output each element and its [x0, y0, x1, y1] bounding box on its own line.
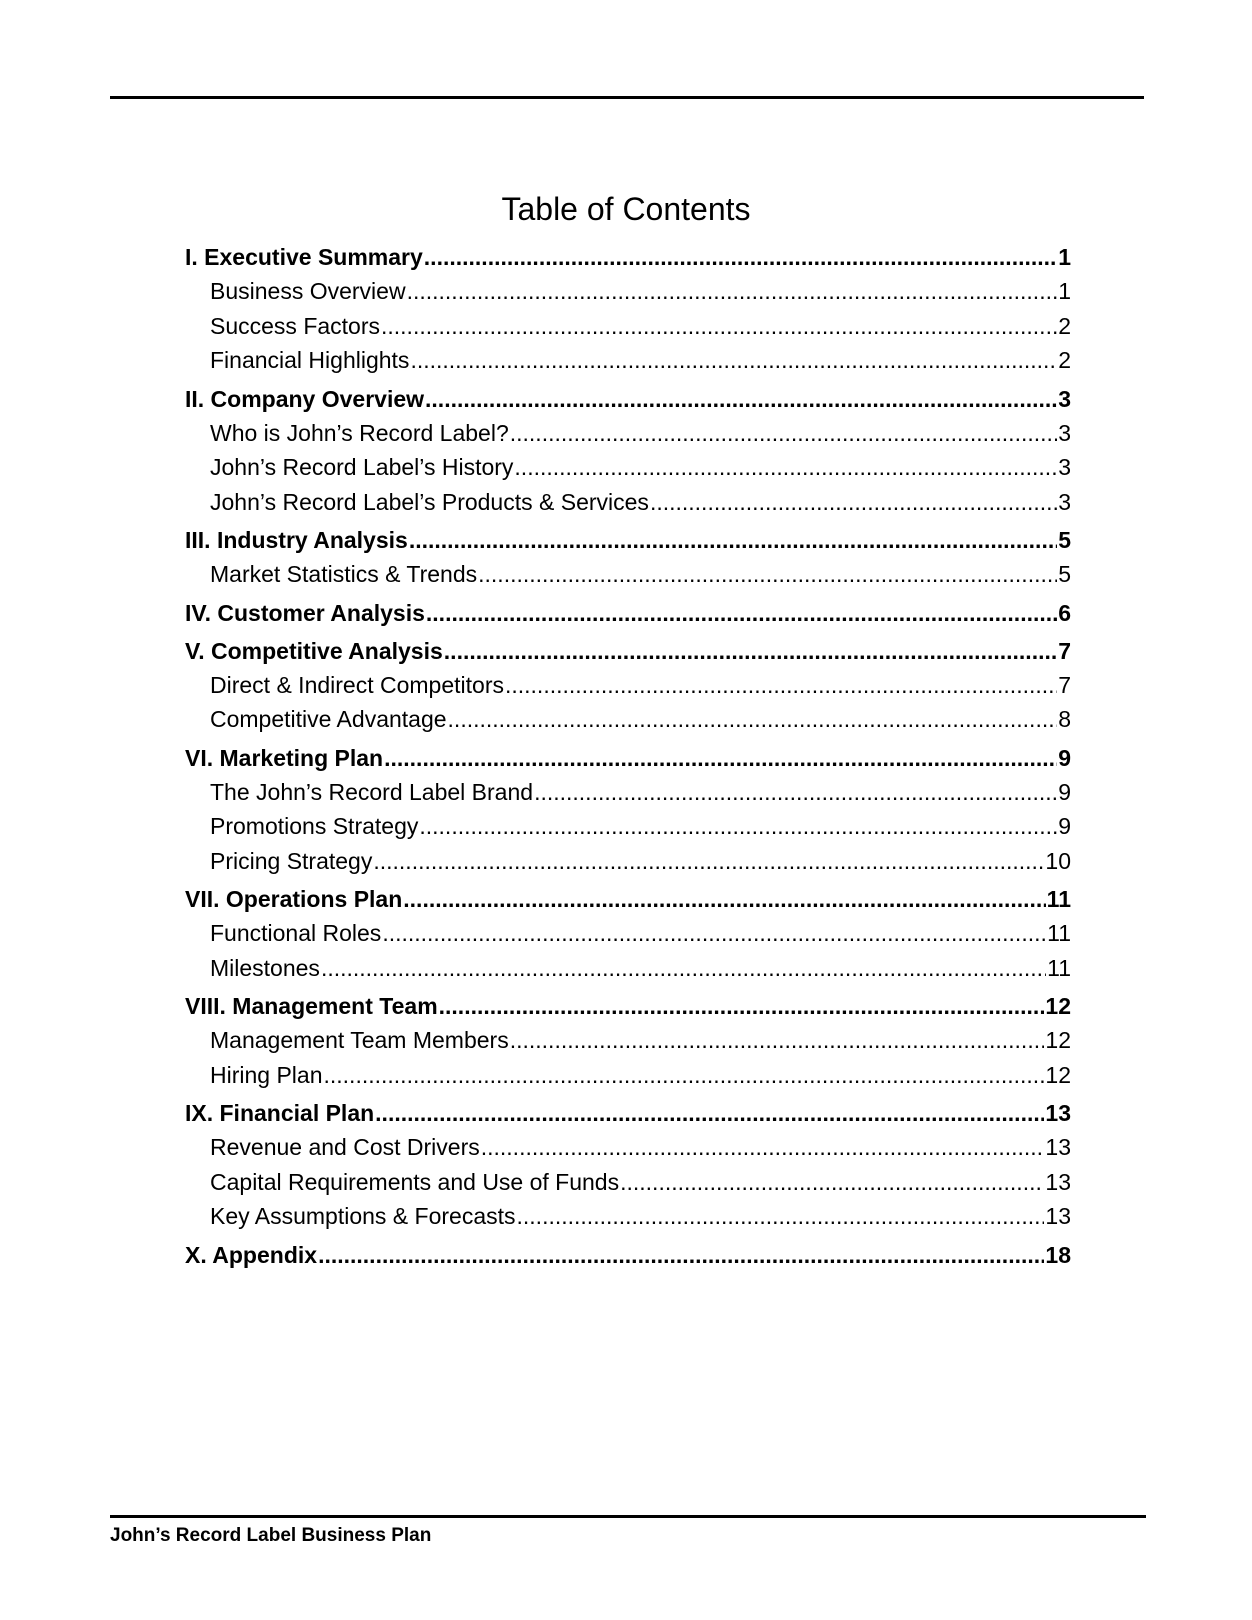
toc-section-entry[interactable]	[185, 596, 1071, 630]
toc-entry-label: Competitive Advantage	[210, 706, 447, 732]
toc-dot-leader	[382, 916, 1046, 951]
toc-dot-leader	[410, 343, 1057, 378]
toc-entry-page-number: 7	[1058, 671, 1071, 698]
toc-dot-leader	[510, 416, 1057, 451]
toc-entry-label: Management Team Members	[210, 1027, 509, 1053]
toc-dot-leader	[424, 240, 1057, 274]
toc-dot-leader	[373, 844, 1044, 879]
toc-entry-label: Milestones	[210, 954, 320, 981]
toc-entry-page-number: 11	[1047, 920, 1071, 946]
toc-entry-label: John’s Record Label’s Products & Services	[210, 488, 649, 515]
toc-entry-label: I. Executive Summary	[185, 244, 423, 270]
toc-section-entry[interactable]	[185, 382, 1071, 416]
toc-dot-leader	[478, 557, 1057, 592]
toc-entry-page-number: 2	[1058, 347, 1071, 373]
toc-subsection-entry[interactable]	[185, 557, 1071, 592]
toc-entry-page-number: 3	[1058, 454, 1071, 480]
toc-dot-leader	[426, 596, 1057, 630]
toc-dot-leader	[481, 1130, 1045, 1165]
toc-section-entry[interactable]	[185, 240, 1071, 274]
toc-subsection-entry[interactable]	[185, 916, 1071, 951]
toc-entry-page-number: 9	[1058, 744, 1071, 771]
toc-dot-leader	[384, 741, 1057, 775]
toc-subsection-entry[interactable]	[185, 1058, 1071, 1093]
toc-dot-leader	[409, 523, 1057, 557]
toc-entry-page-number: 5	[1058, 527, 1071, 553]
toc-dot-leader	[318, 1238, 1044, 1272]
header-rule	[110, 96, 1144, 99]
toc-subsection-entry[interactable]	[185, 951, 1071, 986]
toc-entry-page-number: 3	[1058, 488, 1071, 515]
toc-entry-page-number: 12	[1045, 1061, 1071, 1088]
toc-dot-leader	[650, 485, 1057, 520]
toc-entry-label: Revenue and Cost Drivers	[210, 1134, 480, 1160]
toc-entry-page-number: 13	[1045, 1134, 1071, 1160]
toc-subsection-entry[interactable]	[185, 1199, 1071, 1234]
toc-subsection-entry[interactable]	[185, 485, 1071, 520]
toc-entry-label: Direct & Indirect Competitors	[210, 671, 504, 698]
toc-entry-page-number: 11	[1046, 886, 1071, 912]
toc-dot-leader	[425, 382, 1057, 416]
toc-section-entry[interactable]	[185, 882, 1071, 916]
toc-subsection-entry[interactable]	[185, 844, 1071, 879]
toc-entry-page-number: 5	[1058, 561, 1071, 587]
toc-entry-label: Success Factors	[210, 312, 380, 339]
toc-entry-label: IV. Customer Analysis	[185, 599, 425, 626]
toc-entry-label: Financial Highlights	[210, 347, 410, 373]
toc-section-entry[interactable]	[185, 1096, 1071, 1130]
toc-dot-leader	[321, 951, 1046, 986]
toc-dot-leader	[534, 775, 1057, 810]
toc-entry-page-number: 2	[1058, 312, 1071, 339]
toc-dot-leader	[514, 450, 1057, 485]
page-title: Table of Contents	[501, 191, 751, 228]
toc-entry-label: Hiring Plan	[210, 1061, 323, 1088]
toc-entry-page-number: 3	[1058, 419, 1071, 446]
toc-entry-page-number: 9	[1058, 813, 1071, 839]
toc-entry-page-number: 11	[1047, 954, 1071, 981]
toc-entry-label: John’s Record Label’s History	[210, 454, 514, 480]
toc-entry-label: Promotions Strategy	[210, 813, 419, 839]
toc-subsection-entry[interactable]	[185, 809, 1071, 844]
toc-dot-leader	[620, 1165, 1044, 1200]
toc-entry-label: VII. Operations Plan	[185, 886, 403, 912]
toc-entry-page-number: 1	[1058, 244, 1071, 270]
table-of-contents	[185, 240, 1071, 1272]
toc-subsection-entry[interactable]	[185, 668, 1071, 703]
toc-entry-label: IX. Financial Plan	[185, 1100, 375, 1126]
toc-entry-label: VI. Marketing Plan	[185, 744, 384, 771]
toc-entry-label: X. Appendix	[185, 1241, 318, 1268]
toc-entry-label: Capital Requirements and Use of Funds	[210, 1168, 620, 1195]
toc-entry-page-number: 6	[1058, 599, 1071, 626]
toc-entry-page-number: 18	[1045, 1241, 1071, 1268]
toc-entry-label: Key Assumptions & Forecasts	[210, 1203, 516, 1229]
toc-entry-label: Functional Roles	[210, 920, 382, 946]
toc-subsection-entry[interactable]	[185, 775, 1071, 810]
toc-entry-label: Pricing Strategy	[210, 847, 373, 874]
toc-subsection-entry[interactable]	[185, 274, 1071, 309]
toc-dot-leader	[324, 1058, 1045, 1093]
toc-dot-leader	[403, 882, 1045, 916]
toc-entry-page-number: 13	[1045, 1203, 1071, 1229]
toc-entry-label: V. Competitive Analysis	[185, 637, 443, 664]
toc-dot-leader	[407, 274, 1058, 309]
toc-entry-label: Market Statistics & Trends	[210, 561, 478, 587]
toc-section-entry[interactable]	[185, 634, 1071, 668]
toc-subsection-entry[interactable]	[185, 309, 1071, 344]
toc-section-entry[interactable]	[185, 989, 1071, 1023]
toc-entry-label: II. Company Overview	[185, 385, 425, 412]
toc-dot-leader	[444, 634, 1057, 668]
toc-subsection-entry[interactable]	[185, 450, 1071, 485]
toc-subsection-entry[interactable]	[185, 1130, 1071, 1165]
toc-entry-page-number: 3	[1058, 385, 1071, 412]
toc-subsection-entry[interactable]	[185, 1165, 1071, 1200]
toc-entry-page-number: 13	[1045, 1168, 1071, 1195]
toc-dot-leader	[505, 668, 1057, 703]
toc-entry-page-number: 10	[1045, 847, 1071, 874]
toc-entry-page-number: 12	[1045, 1027, 1071, 1053]
toc-dot-leader	[510, 1023, 1045, 1058]
toc-subsection-entry[interactable]	[185, 416, 1071, 451]
toc-section-entry[interactable]	[185, 523, 1071, 557]
toc-dot-leader	[439, 989, 1045, 1023]
toc-entry-label: The John’s Record Label Brand	[210, 778, 534, 805]
toc-entry-label: Business Overview	[210, 278, 406, 304]
toc-dot-leader	[375, 1096, 1044, 1130]
toc-dot-leader	[381, 309, 1057, 344]
toc-dot-leader	[419, 809, 1057, 844]
page-footer: John’s Record Label Business Plan	[110, 1525, 432, 1546]
toc-dot-leader	[448, 702, 1058, 737]
toc-section-entry[interactable]	[185, 1238, 1071, 1272]
toc-entry-label: Who is John’s Record Label?	[210, 419, 509, 446]
toc-entry-page-number: 1	[1058, 278, 1071, 304]
toc-section-entry[interactable]	[185, 741, 1071, 775]
toc-entry-page-number: 9	[1058, 778, 1071, 805]
toc-dot-leader	[517, 1199, 1045, 1234]
toc-entry-label: VIII. Management Team	[185, 993, 438, 1019]
toc-subsection-entry[interactable]	[185, 1023, 1071, 1058]
toc-subsection-entry[interactable]	[185, 702, 1071, 737]
footer-rule	[110, 1515, 1146, 1518]
toc-entry-page-number: 12	[1045, 993, 1071, 1019]
toc-entry-label: III. Industry Analysis	[185, 527, 408, 553]
toc-subsection-entry[interactable]	[185, 343, 1071, 378]
toc-entry-page-number: 8	[1058, 706, 1071, 732]
toc-entry-page-number: 13	[1045, 1100, 1071, 1126]
toc-entry-page-number: 7	[1058, 637, 1071, 664]
